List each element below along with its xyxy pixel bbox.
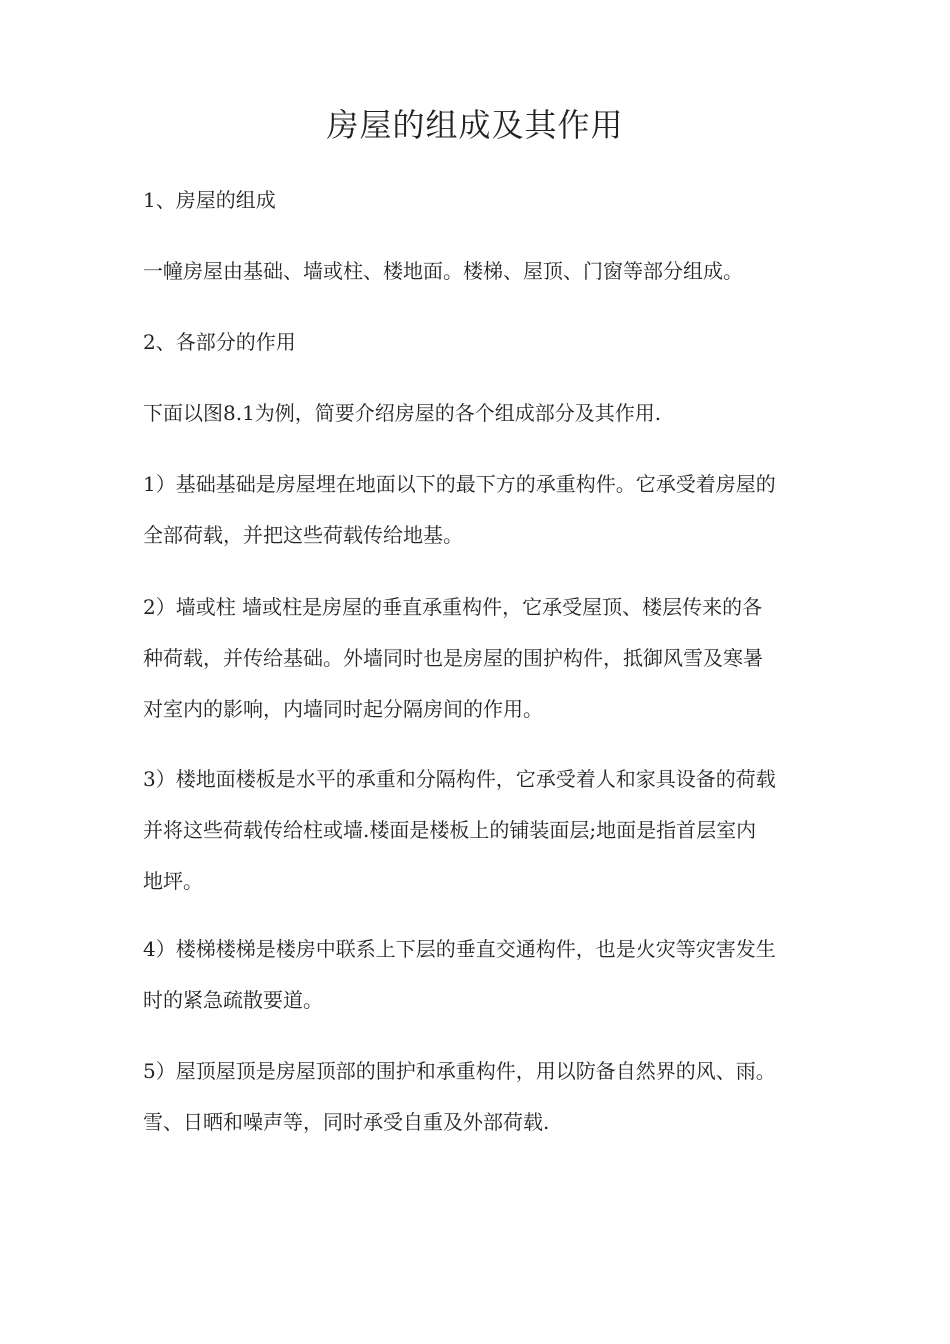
item-floor-line: 地坪。 [143, 869, 203, 893]
item-floor-line: 3）楼地面楼板是水平的承重和分隔构件，它承受着人和家具设备的荷载 [143, 767, 776, 791]
item-foundation-line: 1）基础基础是房屋埋在地面以下的最下方的承重构件。它承受着房屋的 [143, 472, 776, 496]
item-roof-line: 5）屋顶屋顶是房屋顶部的围护和承重构件，用以防备自然界的风、雨。 [143, 1059, 776, 1083]
section1-body: 一幢房屋由基础、墙或柱、楼地面。楼梯、屋顶、门窗等部分组成。 [143, 259, 743, 283]
item-foundation [143, 459, 823, 561]
item-floor [143, 754, 823, 907]
section2-intro: 下面以图8.1为例，简要介绍房屋的各个组成部分及其作用. [143, 401, 662, 425]
section1-heading: 1、房屋的组成 [143, 188, 276, 212]
item-floor-line: 并将这些荷载传给柱或墙.楼面是楼板上的铺装面层;地面是指首层室内 [143, 818, 757, 842]
item-roof [143, 1046, 823, 1148]
item-wall-column [143, 582, 823, 735]
section2-heading: 2、各部分的作用 [143, 330, 296, 354]
item-roof-line: 雪、日晒和噪声等，同时承受自重及外部荷载. [143, 1110, 550, 1134]
item-stairs [143, 924, 823, 1026]
item-stairs-line: 时的紧急疏散要道。 [143, 988, 323, 1012]
item-wall-column-line: 对室内的影响，内墙同时起分隔房间的作用。 [143, 697, 543, 721]
item-foundation-line: 全部荷载，并把这些荷载传给地基。 [143, 523, 463, 547]
item-wall-column-line: 种荷载，并传给基础。外墙同时也是房屋的围护构件，抵御风雪及寒暑 [143, 646, 763, 670]
item-wall-column-line: 2）墙或柱 墙或柱是房屋的垂直承重构件，它承受屋顶、楼层传来的各 [143, 595, 763, 619]
item-stairs-line: 4）楼梯楼梯是楼房中联系上下层的垂直交通构件，也是火灾等灾害发生 [143, 937, 776, 961]
document-title: 房屋的组成及其作用 [326, 106, 624, 144]
